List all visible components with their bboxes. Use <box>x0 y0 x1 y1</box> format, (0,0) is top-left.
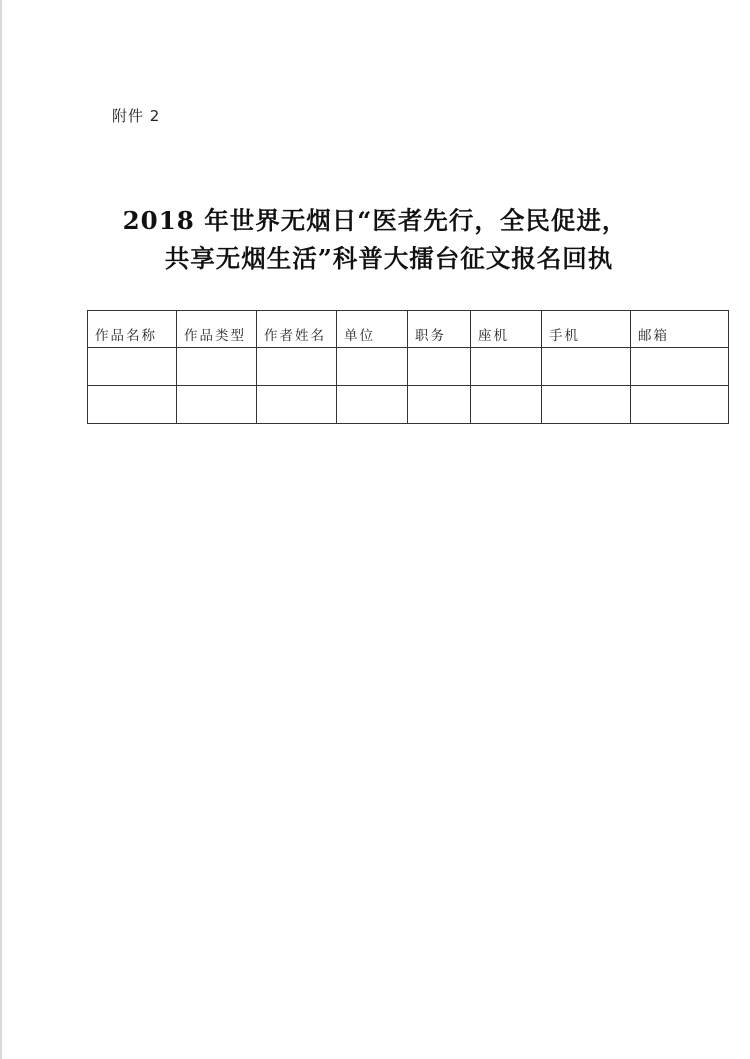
header-cell-work-title: 作品名称 <box>88 311 177 348</box>
table-cell[interactable] <box>471 386 542 424</box>
table-cell[interactable] <box>88 348 177 386</box>
table-cell[interactable] <box>542 348 631 386</box>
table-cell[interactable] <box>257 386 337 424</box>
table-cell[interactable] <box>88 386 177 424</box>
header-cell-mobile: 手机 <box>542 311 631 348</box>
table-cell[interactable] <box>177 386 257 424</box>
table-cell[interactable] <box>542 386 631 424</box>
table-cell[interactable] <box>408 348 471 386</box>
header-cell-author-name: 作者姓名 <box>257 311 337 348</box>
table-cell[interactable] <box>257 348 337 386</box>
table-row <box>88 386 729 424</box>
table-cell[interactable] <box>631 348 729 386</box>
registration-form-table <box>87 310 729 424</box>
header-cell-email: 邮箱 <box>631 311 729 348</box>
header-cell-landline: 座机 <box>471 311 542 348</box>
table-cell[interactable] <box>631 386 729 424</box>
table-row <box>88 348 729 386</box>
header-cell-work-type: 作品类型 <box>177 311 257 348</box>
page-left-edge <box>0 0 2 1059</box>
document-title-line-1: 2018 年世界无烟日“医者先行，全民促进， <box>122 206 628 235</box>
table-cell[interactable] <box>408 386 471 424</box>
header-cell-position: 职务 <box>408 311 471 348</box>
table-cell[interactable] <box>337 348 408 386</box>
table-header-row <box>88 311 729 348</box>
document-title-line-2: 共享无烟生活”科普大擂台征文报名回执 <box>164 244 614 273</box>
table-cell[interactable] <box>337 386 408 424</box>
table-cell[interactable] <box>177 348 257 386</box>
attachment-label: 附件 2 <box>112 107 161 125</box>
table-cell[interactable] <box>471 348 542 386</box>
header-cell-organization: 单位 <box>337 311 408 348</box>
